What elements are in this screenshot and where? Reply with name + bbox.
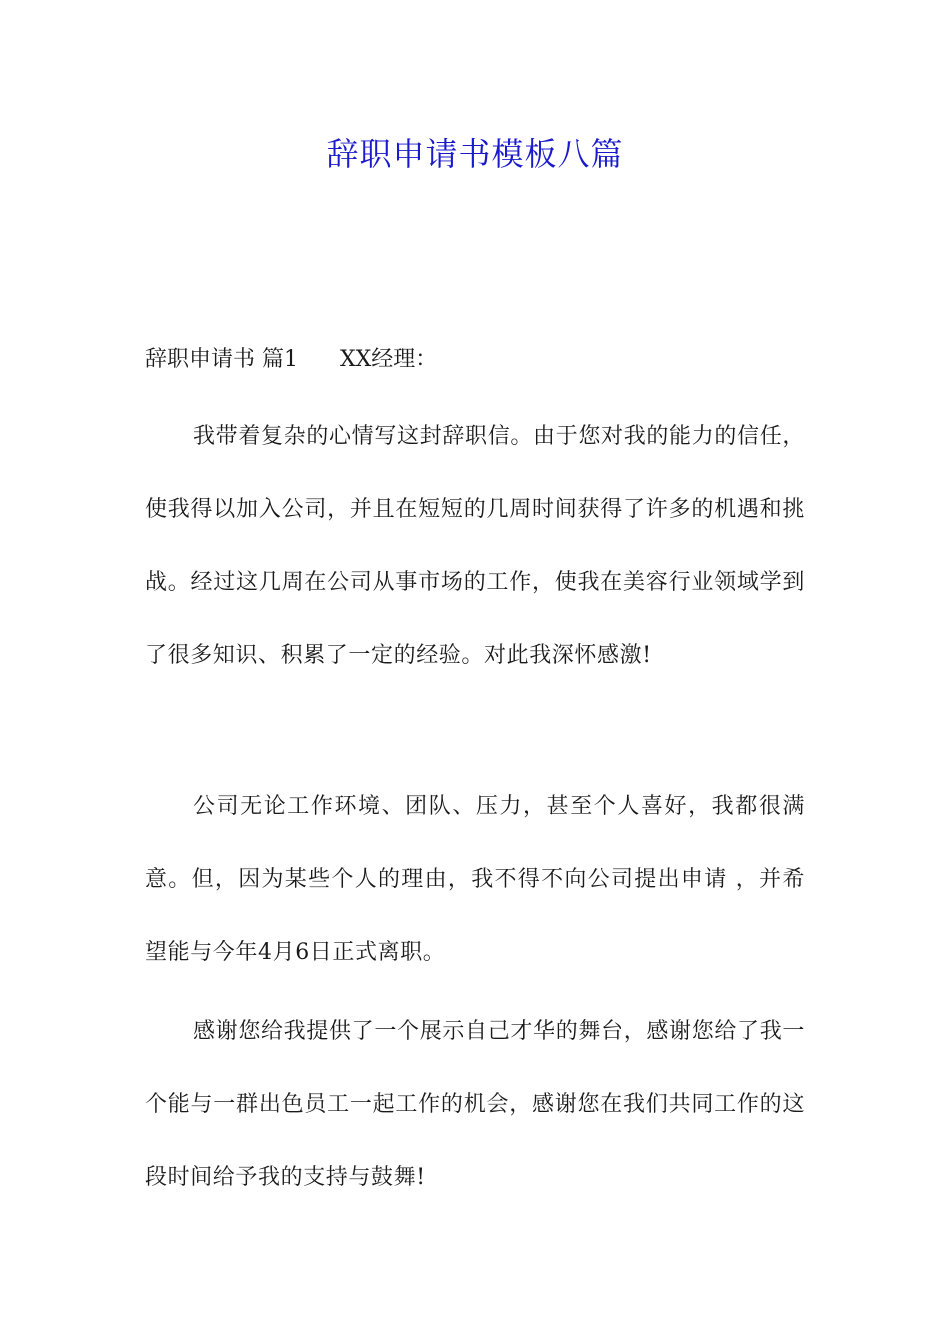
section-heading: 辞职申请书 篇1 — [145, 347, 298, 372]
salutation: XX经理： — [339, 347, 438, 372]
body-paragraph-3: 感谢您给我提供了一个展示自己才华的舞台，感谢您给了我一个能与一群出色员工一起工作的机会，感谢您在我们共同工作的这段时间给予我的支持与鼓舞! — [145, 1019, 805, 1190]
body-paragraph-1: 我带着复杂的心情写这封辞职信。由于您对我的能力的信任，使我得以加入公司，并且在短短的几周时间获得了许多的机遇和挑战。经过这几周在公司从事市场的工作，使我在美容行业领域学到了很多知识、积累了一定的经验。对此我深怀感激! — [145, 424, 805, 668]
document-title: 辞职申请书模板八篇 — [326, 135, 624, 173]
heading-gap — [298, 347, 340, 372]
body-paragraph-2: 公司无论工作环境、团队、压力，甚至个人喜好，我都很满意。但，因为某些个人的理由，我不得不向公司提出申请 ，并希望能与今年4月6日正式离职。 — [145, 794, 805, 965]
section-heading-line — [145, 342, 825, 378]
